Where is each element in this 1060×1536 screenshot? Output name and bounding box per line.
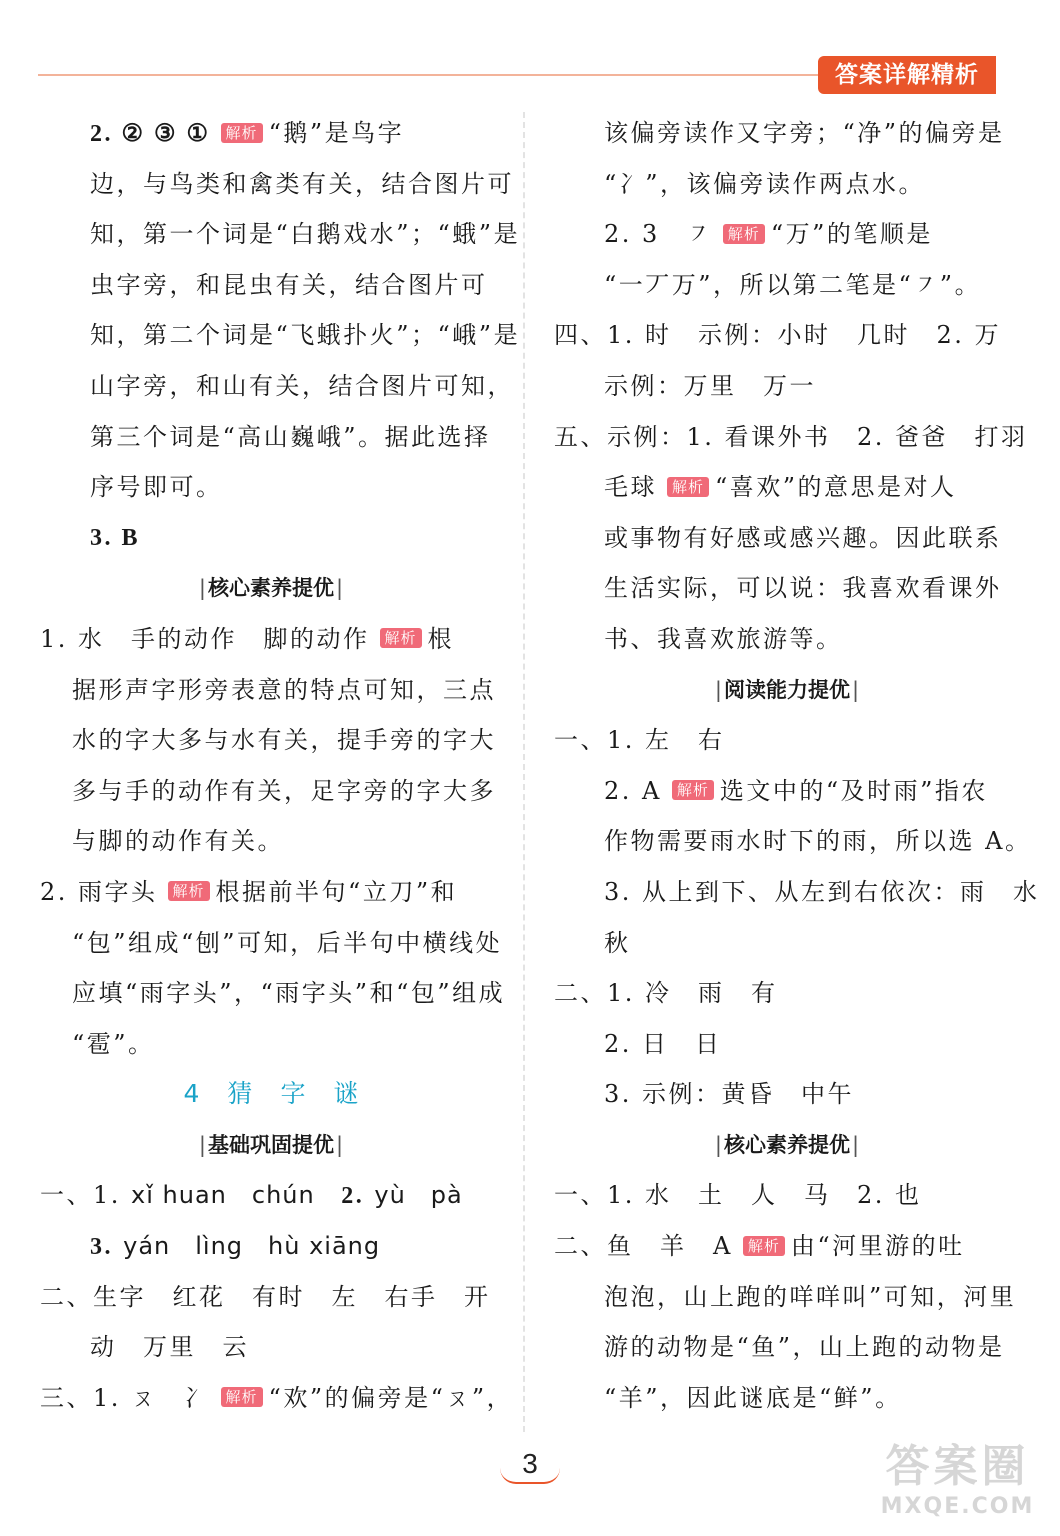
watermark-main: 答案圈 [885, 1441, 1030, 1492]
jiexi-badge: 解析 [667, 477, 709, 497]
jiexi-badge: 解析 [672, 780, 714, 800]
answer-text: “万”的笔顺是 [770, 220, 933, 249]
answer-line: 边，与鸟类和禽类有关，结合图片可 [90, 169, 514, 198]
answer-line: 泡泡，山上跑的咩咩叫”可知，河里 [604, 1282, 1017, 1311]
answer-text: 由“河里游的吐 [790, 1232, 965, 1261]
page-number [490, 1446, 570, 1486]
answer-line: 示例：万里 万一 [604, 371, 816, 400]
answer-line: 据形声字形旁表意的特点可知，三点 [72, 675, 496, 704]
section-heading: |阅读能力提优| [714, 677, 860, 702]
answer-line [40, 867, 502, 918]
watermark-logo [870, 1440, 1045, 1530]
answer-line [554, 1221, 1020, 1272]
jiexi-badge: 解析 [380, 628, 422, 648]
section-title: 基础巩固提优 [208, 1132, 334, 1157]
answer-line: 应填“雨字头”，“雨字头”和“包”组成 [72, 979, 506, 1008]
answer-line: 书、我喜欢旅游等。 [604, 624, 843, 653]
jiexi-badge: 解析 [743, 1236, 785, 1256]
answer-line: 动 万里 云 [90, 1333, 249, 1362]
answer-number: 3. [90, 1234, 113, 1261]
answer-text: “鹅”是鸟字 [268, 119, 405, 147]
answer-text: 二、鱼 羊 A [554, 1232, 733, 1261]
lesson-number: 4 [183, 1079, 200, 1109]
answer-line: 知，第二个词是“飞蛾扑火”；“峨”是 [90, 321, 521, 350]
page-number-arc [500, 1468, 560, 1484]
section-heading: |核心素养提优| [714, 1132, 860, 1157]
jiexi-badge: 解析 [168, 881, 210, 901]
lesson-title [40, 1069, 502, 1120]
answer-line: “羊”，因此谜底是“鲜”。 [604, 1383, 902, 1412]
pinyin-text: xǐ huan chún [131, 1181, 315, 1210]
column-divider [523, 112, 525, 1432]
answer-line [40, 614, 502, 665]
answer-line: 序号即可。 [90, 473, 223, 502]
lesson-char: 字 [280, 1079, 306, 1109]
answer-text: 根 [427, 624, 455, 653]
answer-line: 作物需要雨水时下的雨，所以选 A。 [604, 827, 1032, 856]
answer-line: 二、生字 红花 有时 左 右手 开 [40, 1282, 491, 1311]
answer-line [40, 1170, 502, 1221]
answer-number: 2. ② ③ ① [90, 121, 211, 147]
answer-line: 一、1. 水 土 人 马 2. 也 [554, 1181, 922, 1210]
answer-text: “欢”的偏旁是“ㄡ”， [268, 1383, 514, 1412]
answer-line [40, 108, 502, 159]
answer-line [40, 1221, 502, 1272]
answer-text: 2. 3 ㇇ [604, 220, 713, 249]
answer-text: 2. A [604, 776, 662, 805]
answer-line: 五、示例：1. 看课外书 2. 爸爸 打羽 [554, 422, 1028, 451]
answer-text: 毛球 [604, 473, 657, 502]
answer-line: 水的字大多与水有关，提手旁的字大 [72, 726, 496, 755]
answer-line: 3. B [90, 524, 141, 551]
answer-text: 选文中的“及时雨”指农 [719, 776, 988, 805]
answer-line: “包”组成“刨”可知，后半句中横线处 [72, 928, 503, 957]
answer-line [40, 1373, 514, 1424]
pinyin-text: yán lìng hù xiāng [123, 1232, 381, 1261]
page-number-text: 3 [522, 1448, 538, 1479]
answer-line [554, 462, 1020, 513]
answer-text: 1. 水 手的动作 脚的动作 [40, 624, 370, 653]
answer-line: “雹”。 [72, 1029, 155, 1058]
section-heading: |基础巩固提优| [198, 1132, 344, 1157]
answer-line: 山字旁，和山有关，结合图片可知， [90, 371, 514, 400]
left-column [40, 108, 521, 1423]
jiexi-badge: 解析 [723, 224, 765, 244]
answer-text: 三、1. ㄡ 冫 [40, 1383, 211, 1412]
header-tab: 答案详解精析 [818, 56, 996, 94]
answer-line: 2. 日 日 [604, 1029, 722, 1058]
section-title: 核心素养提优 [724, 1132, 850, 1157]
answer-number: 2. [341, 1183, 365, 1210]
answer-line: 生活实际，可以说：我喜欢看课外 [604, 574, 1002, 603]
section-heading: |核心素养提优| [198, 576, 344, 601]
answer-line: 该偏旁读作又字旁；“净”的偏旁是 [604, 119, 1005, 147]
answer-text: 2. 雨字头 [40, 877, 158, 906]
answer-text: 根据前半句“立刀”和 [215, 877, 458, 906]
lesson-char: 猜 [227, 1079, 253, 1109]
answer-line: 与脚的动作有关。 [72, 827, 284, 856]
answer-line: 游的动物是“鱼”，山上跑的动物是 [604, 1333, 1005, 1362]
answer-line: 或事物有好感或感兴趣。因此联系 [604, 523, 1002, 552]
answer-line: 3. 从上到下、从左到右依次：雨 水 [604, 877, 1040, 906]
answer-line: “冫”，该偏旁读作两点水。 [604, 169, 926, 198]
answer-line: 知，第一个词是“白鹅戏水”；“蛾”是 [90, 220, 521, 249]
answer-line: 3. 示例：黄昏 中午 [604, 1080, 855, 1109]
answer-line: “一丆万”，所以第二笔是“㇇”。 [604, 270, 982, 299]
answer-line: 虫字旁，和昆虫有关，结合图片可 [90, 270, 488, 299]
answer-line [554, 209, 1020, 260]
lesson-char: 谜 [333, 1079, 359, 1109]
answer-text: “喜欢”的意思是对人 [715, 473, 957, 502]
answer-line: 四、1. 时 示例：小时 几时 2. 万 [554, 321, 1002, 350]
jiexi-badge: 解析 [221, 123, 263, 143]
answer-line: 二、1. 冷 雨 有 [554, 979, 778, 1008]
answer-line [554, 766, 1020, 817]
section-title: 阅读能力提优 [724, 677, 850, 702]
header-rule [38, 74, 828, 76]
jiexi-badge: 解析 [221, 1387, 263, 1407]
answer-text: 一、1. [40, 1181, 121, 1210]
watermark-sub: MXQE.COM [880, 1494, 1035, 1519]
right-column [554, 108, 1040, 1423]
answer-line: 多与手的动作有关，足字旁的字大多 [72, 776, 496, 805]
answer-line: 秋 [604, 928, 631, 957]
answer-line: 第三个词是“高山巍峨”。据此选择 [90, 422, 491, 451]
pinyin-text: yù pà [374, 1181, 463, 1210]
answer-line: 一、1. 左 右 [554, 726, 725, 755]
section-title: 核心素养提优 [208, 576, 334, 601]
